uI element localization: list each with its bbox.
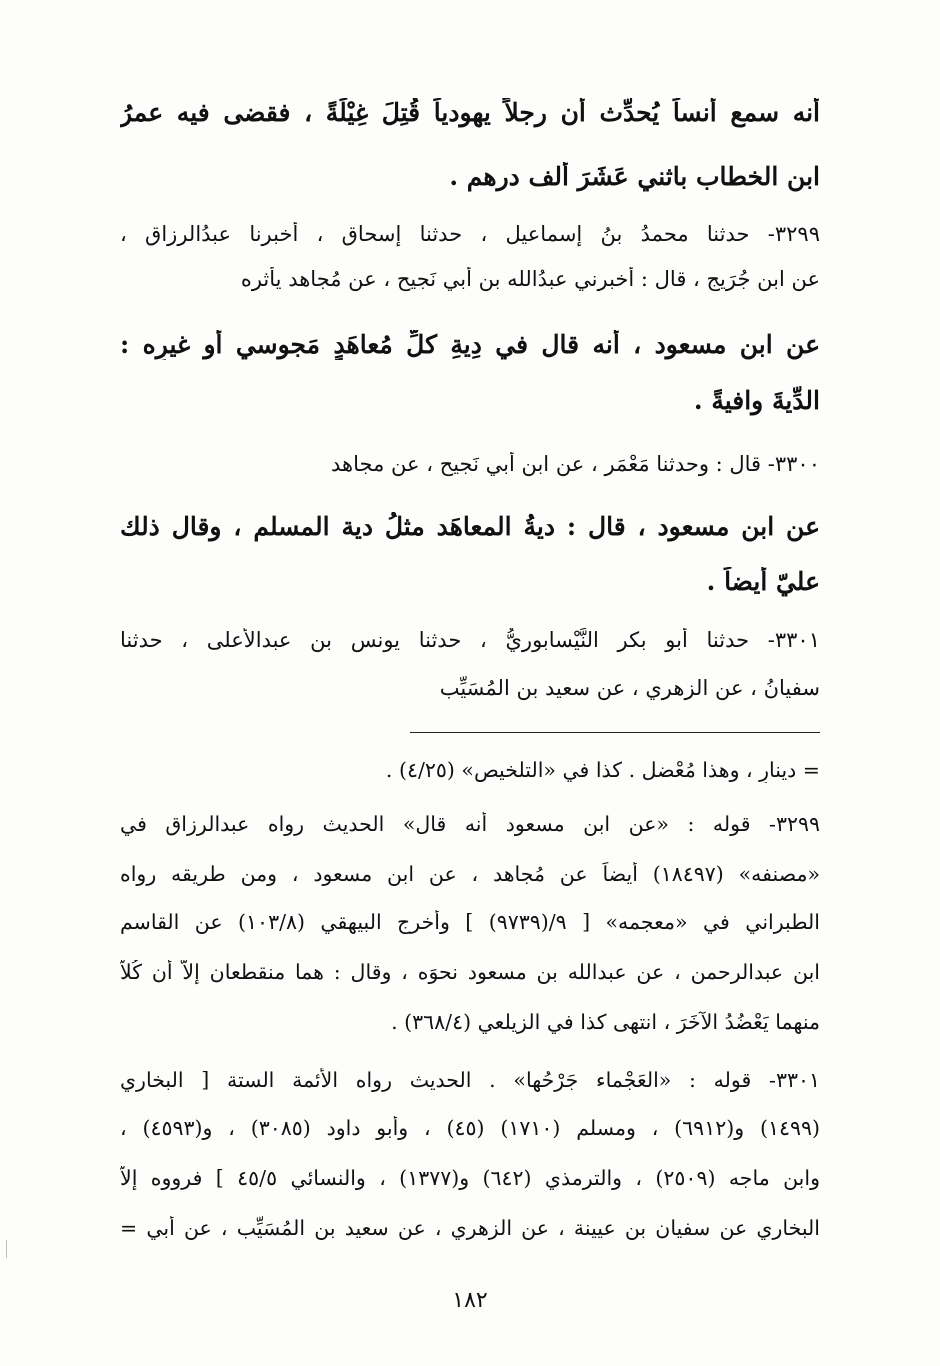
footnote-line: ٣٢٩٩- قوله : «عن ابن مسعود أنه قال» الحديث رواه عبدالرزاق في [120, 812, 820, 836]
main-text-line: ابن الخطاب باثني عَشَرَ ألف درهم . [449, 162, 820, 191]
footnote-line: البخاري عن سفيان بن عيينة ، عن الزهري ، عن سعيد بن المُسَيِّب ، عن أبي = [120, 1216, 820, 1240]
hadith-chain-line: ٣٣٠٠- قال : وحدثنا مَعْمَر ، عن ابن أبي نَجيح ، عن مجاهد [331, 452, 820, 476]
footnote-line: «مصنفه» (١٨٤٩٧) أيضاً عن مُجاهد ، عن ابن مسعود ، ومن طريقه رواه [120, 862, 820, 886]
main-text-line: عن ابن مسعود ، قال : ديةُ المعاهَد مثلُ دية المسلم ، وقال ذلك [120, 512, 820, 541]
footnote-line: ٣٣٠١- قوله : «العَجْماء جَرْحُها» . الحديث رواه الأئمة الستة [ البخاري [120, 1068, 820, 1092]
main-text-line: عن ابن مسعود ، أنه قال في دِيةِ كلِّ مُعاهَدٍ مَجوسي أو غيرِه : [120, 330, 820, 359]
main-text-line: أنه سمع أَنساً يُحدِّث أن رجلاً يهودياً قُتِلَ غِيْلَةً ، فقضى فيه عمرُ [120, 98, 820, 127]
page-number: ١٨٢ [452, 1288, 488, 1313]
footnote-line: = دينارٍ ، وهذا مُعْضل . كذا في «التلخيص» (٤/٢٥) . [385, 758, 820, 782]
main-text-line: الدِّيةَ وافيةً . [693, 386, 820, 415]
footnote-line: منهما يَعْضُدُ الآخَرَ ، انتهى كذا في الزيلعي (٣٦٨/٤) . [391, 1010, 820, 1034]
hadith-chain-line: ٣٢٩٩- حدثنا محمدُ بنُ إسماعيل ، حدثنا إسحاق ، أخبرنا عبدُالرزاق ، [120, 222, 820, 246]
main-text-line: عليّ أيضاً . [706, 567, 820, 596]
margin-scan-mark [6, 1240, 7, 1258]
hadith-chain-line: سفيانُ ، عن الزهري ، عن سعيد بن المُسَيِّب [439, 676, 820, 700]
footnote-line: وابن ماجه (٢٥٠٩) ، والترمذي (٦٤٢) و(١٣٧٧) ، والنسائي ٤٥/٥ ] فرووه إلاّ [120, 1166, 820, 1190]
hadith-chain-line: ٣٣٠١- حدثنا أبو بكر النَّيْسابوريُّ ، حدثنا يونس بن عبدالأعلى ، حدثنا [120, 628, 820, 652]
footnote-separator [410, 732, 820, 733]
footnote-line: (١٤٩٩) و(٦٩١٢) ، ومسلم (١٧١٠) (٤٥) ، وأبو داود (٣٠٨٥) ، و(٤٥٩٣) ، [120, 1116, 820, 1140]
footnote-line: ابن عبدالرحمن ، عن عبدالله بن مسعود نحوَه ، وقال : هما منقطعان إلاّ أن كُلاًّ [120, 960, 820, 984]
footnote-line: الطبراني في «معجمه» [ ٩/(٩٧٣٩) ] وأخرج البيهقي (١٠٣/٨) عن القاسم [120, 910, 820, 934]
hadith-chain-line: عن ابن جُرَيج ، قال : أخبرني عبدُالله بن أبي نَجيح ، عن مُجاهد يأثره [240, 267, 820, 291]
